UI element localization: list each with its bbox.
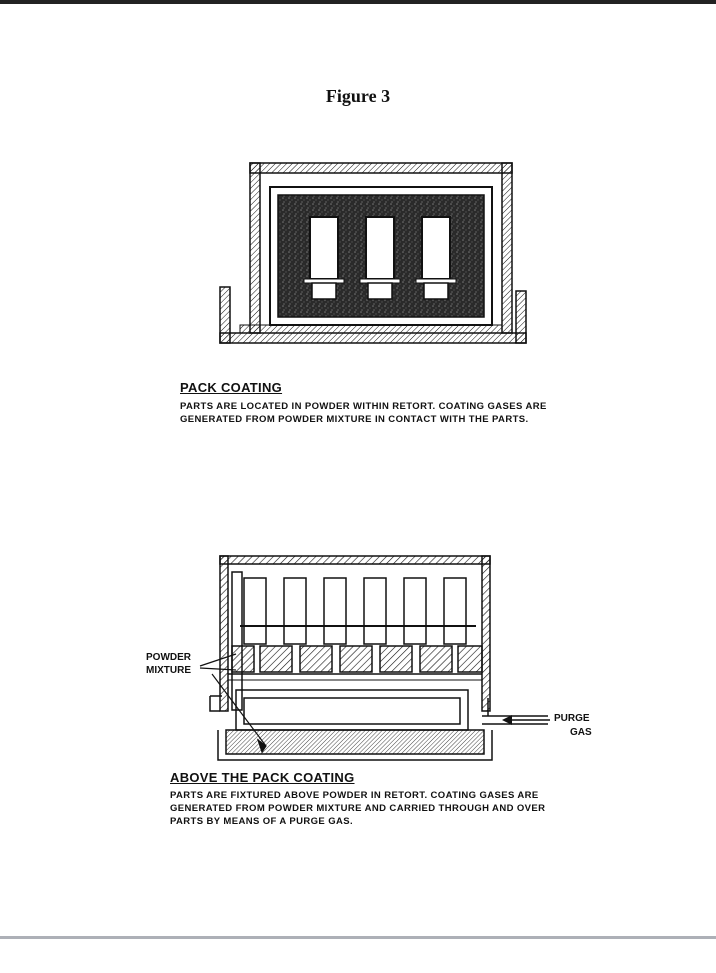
powder-mixture-label-line1: POWDER — [146, 652, 191, 663]
above-pack-coating-title: ABOVE THE PACK COATING — [170, 770, 355, 785]
powder-mixture-label-line2: MIXTURE — [146, 665, 191, 676]
scan-edge-top — [0, 0, 716, 4]
parts-row — [244, 578, 466, 644]
pack-coating-description: PARTS ARE LOCATED IN POWDER WITHIN RETORT. COATING GASES ARE GENERATED FROM POWDER MIXTURE IN CONTACT WITH THE PARTS. — [180, 401, 547, 425]
purge-gas-label-line1: PURGE — [554, 713, 590, 724]
powder-mixture-blocks — [232, 646, 482, 672]
pack-coating-title: PACK COATING — [180, 380, 283, 395]
above-pack-coating-diagram — [140, 548, 610, 773]
pack-coating-diagram — [210, 155, 530, 355]
above-pack-coating-description: PARTS ARE FIXTURED ABOVE POWDER IN RETORT. COATING GASES ARE GENERATED FROM POWDER MIXTURE AND CARRIED THROUGH AND OVER PARTS BY MEANS OF A PURGE GAS. — [170, 790, 546, 827]
scan-edge-bottom — [0, 936, 716, 939]
figure-title: Figure 3 — [325, 86, 391, 106]
purge-channel — [210, 690, 492, 760]
purge-gas-label-line2: GAS — [570, 727, 592, 738]
